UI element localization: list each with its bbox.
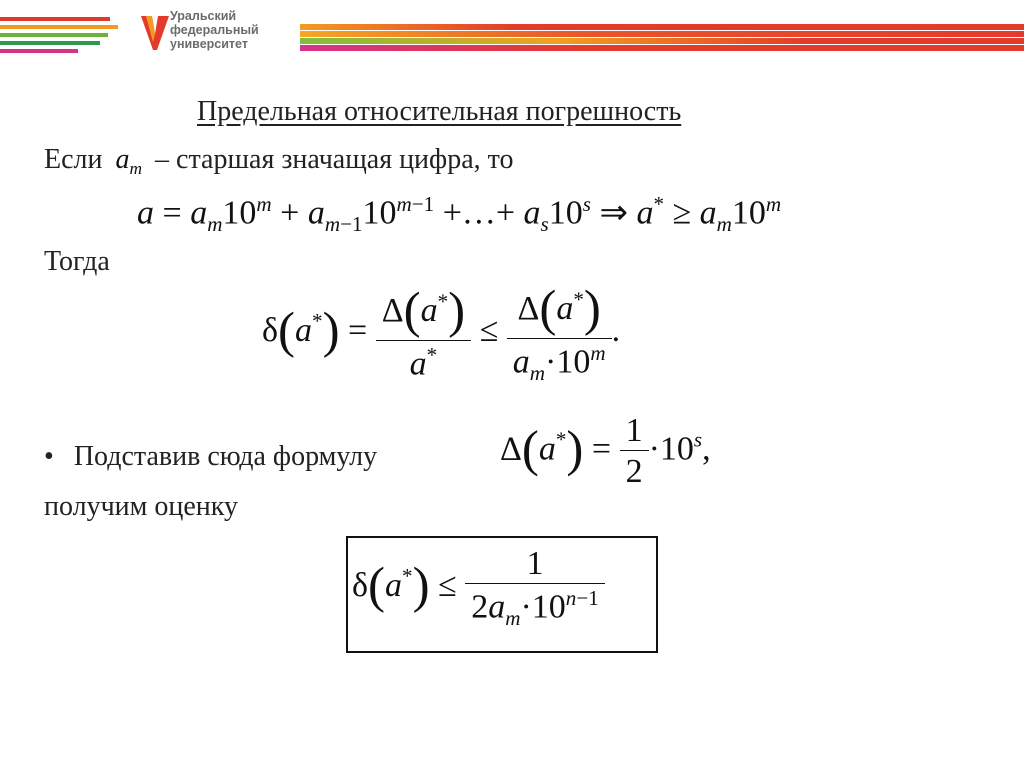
stripe-darkgreen-left <box>0 41 100 45</box>
stripe-orange-left <box>0 25 118 29</box>
bullet-marker: • <box>44 441 54 472</box>
condition-suffix: – старшая значащая цифра, то <box>155 144 514 175</box>
expansion-formula: $a = a_m10^m + a_{m-1}10^{m-1}$ +…+ $a_s10^s$ ⇒ $a^* \ge a_m10^m$ <box>137 192 782 237</box>
university-name-line-3: университет <box>170 37 248 51</box>
condition-prefix: Если <box>44 144 103 175</box>
stripe-green-right <box>300 38 1024 44</box>
stripe-pink-left <box>0 49 78 53</box>
am-symbol: $a_m$ <box>115 144 143 179</box>
substitute-line <box>44 441 377 473</box>
urfu-logo-icon <box>140 14 170 52</box>
stripe-red-right <box>300 24 1024 30</box>
then-label: Тогда <box>44 246 110 277</box>
stripe-pink-right <box>300 45 1024 51</box>
relative-error-formula: δ(a*) = $\frac{\Delta(a^*)}{a^*}$ ≤ $\frac{\Delta(a^*)}{a_m\cdot 10^m}$ . <box>262 281 621 386</box>
slide-title: Предельная относительная погрешность <box>197 96 682 127</box>
substitute-text: Подставив сюда формулу <box>73 441 378 472</box>
period: . <box>611 311 621 349</box>
comma: , <box>702 430 711 468</box>
stripe-orange-right <box>300 31 1024 37</box>
condition-line <box>44 144 513 179</box>
stripe-green-left <box>0 33 108 37</box>
stripe-red-left <box>0 17 110 21</box>
university-name <box>170 9 300 51</box>
university-name-line-1: Уральский <box>170 9 237 23</box>
estimate-label: получим оценку <box>44 491 238 522</box>
university-name-line-2: федеральный <box>170 23 259 37</box>
absolute-error-formula: Δ(a*) = $\frac{1}{2}$ $\cdot 10^s$, <box>500 412 711 490</box>
result-formula: δ(a*) ≤ $\frac{1}{2a_m\cdot 10^{n-1}}$ <box>352 545 605 631</box>
